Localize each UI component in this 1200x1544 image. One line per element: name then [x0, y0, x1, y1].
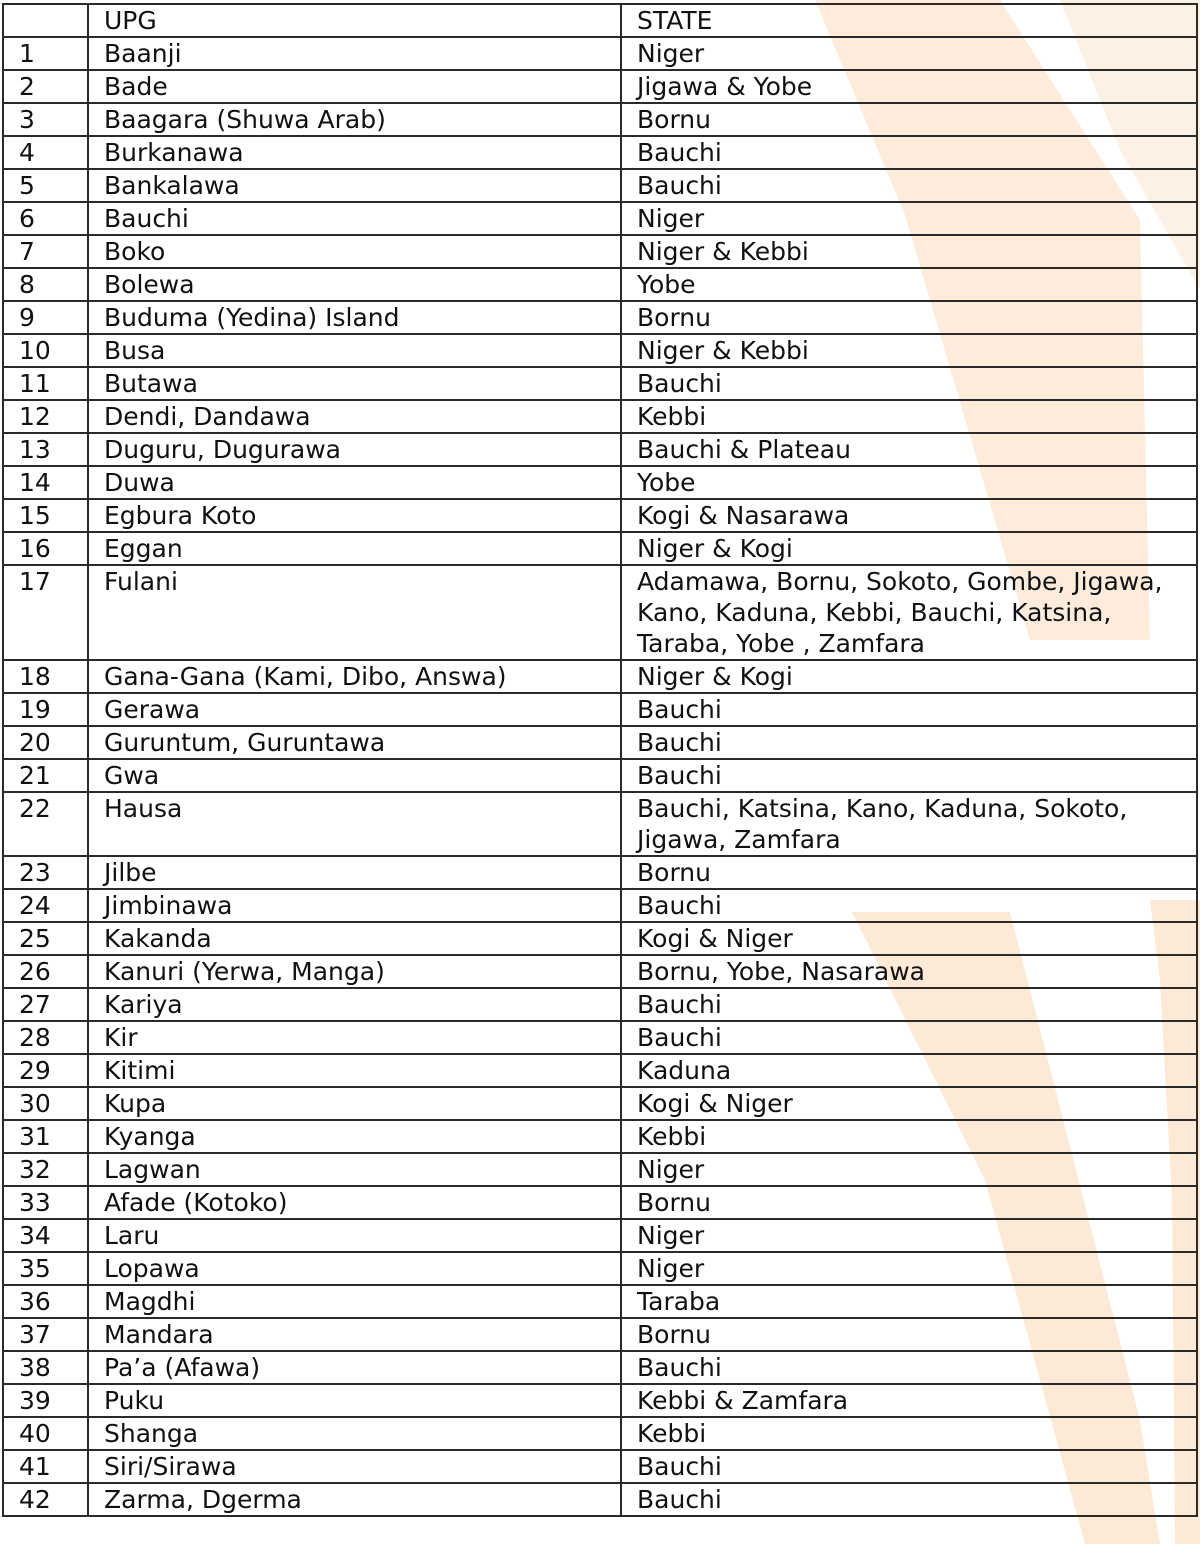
row-number-cell: 3 [3, 103, 88, 136]
upg-cell: Kupa [88, 1087, 621, 1120]
state-cell: Bauchi [621, 889, 1197, 922]
state-cell: Bornu, Yobe, Nasarawa [621, 955, 1197, 988]
row-number-cell: 8 [3, 268, 88, 301]
upg-cell: Siri/Sirawa [88, 1450, 621, 1483]
table-row [3, 334, 1197, 367]
table-row [3, 1219, 1197, 1252]
row-number-cell: 20 [3, 726, 88, 759]
state-cell: Bornu [621, 103, 1197, 136]
row-number-cell: 35 [3, 1252, 88, 1285]
row-number-cell: 29 [3, 1054, 88, 1087]
row-number-cell: 6 [3, 202, 88, 235]
upg-cell: Busa [88, 334, 621, 367]
state-cell: Niger & Kogi [621, 660, 1197, 693]
table-row [3, 1252, 1197, 1285]
upg-cell: Hausa [88, 792, 621, 856]
state-cell: Bornu [621, 856, 1197, 889]
upg-cell: Boko [88, 235, 621, 268]
table-row [3, 1417, 1197, 1450]
upg-cell: Mandara [88, 1318, 621, 1351]
row-number-cell: 32 [3, 1153, 88, 1186]
state-cell: Bornu [621, 1318, 1197, 1351]
state-cell: Bauchi [621, 367, 1197, 400]
row-number-cell: 37 [3, 1318, 88, 1351]
table-row [3, 367, 1197, 400]
state-cell: Bornu [621, 1186, 1197, 1219]
table-row [3, 1120, 1197, 1153]
row-number-cell: 25 [3, 922, 88, 955]
state-cell: Jigawa & Yobe [621, 70, 1197, 103]
state-cell: Niger [621, 37, 1197, 70]
state-cell: Yobe [621, 466, 1197, 499]
row-number-cell: 39 [3, 1384, 88, 1417]
upg-cell: Duguru, Dugurawa [88, 433, 621, 466]
state-cell: Bauchi [621, 726, 1197, 759]
state-cell: Bornu [621, 301, 1197, 334]
table-row [3, 1351, 1197, 1384]
row-number-cell: 40 [3, 1417, 88, 1450]
table-row [3, 955, 1197, 988]
table-row [3, 889, 1197, 922]
table-body [3, 37, 1197, 1516]
state-cell: Bauchi [621, 1351, 1197, 1384]
row-number-cell: 5 [3, 169, 88, 202]
table-row [3, 1483, 1197, 1516]
state-cell: Bauchi [621, 759, 1197, 792]
state-cell: Niger [621, 1153, 1197, 1186]
upg-cell: Lopawa [88, 1252, 621, 1285]
table-row [3, 268, 1197, 301]
row-number-cell: 1 [3, 37, 88, 70]
upg-cell: Pa’a (Afawa) [88, 1351, 621, 1384]
state-cell: Bauchi [621, 1483, 1197, 1516]
upg-cell: Guruntum, Guruntawa [88, 726, 621, 759]
upg-cell: Laru [88, 1219, 621, 1252]
row-number-cell: 4 [3, 136, 88, 169]
row-number-cell: 11 [3, 367, 88, 400]
row-number-cell: 17 [3, 565, 88, 660]
upg-cell: Gana-Gana (Kami, Dibo, Answa) [88, 660, 621, 693]
state-cell: Bauchi, Katsina, Kano, Kaduna, Sokoto, Jigawa, Zamfara [621, 792, 1197, 856]
state-cell: Bauchi [621, 988, 1197, 1021]
table-header-row [3, 4, 1197, 37]
row-number-cell: 36 [3, 1285, 88, 1318]
table-row [3, 792, 1197, 856]
table-row [3, 1450, 1197, 1483]
row-number-cell: 21 [3, 759, 88, 792]
header-state: STATE [621, 4, 1197, 37]
state-cell: Bauchi [621, 136, 1197, 169]
table-row [3, 532, 1197, 565]
upg-cell: Jilbe [88, 856, 621, 889]
state-cell: Kogi & Nasarawa [621, 499, 1197, 532]
upg-cell: Dendi, Dandawa [88, 400, 621, 433]
table-row [3, 726, 1197, 759]
row-number-cell: 24 [3, 889, 88, 922]
state-cell: Bauchi & Plateau [621, 433, 1197, 466]
header-number [3, 4, 88, 37]
table-row [3, 433, 1197, 466]
upg-cell: Burkanawa [88, 136, 621, 169]
state-cell: Kebbi [621, 1120, 1197, 1153]
state-cell: Niger & Kebbi [621, 235, 1197, 268]
upg-cell: Eggan [88, 532, 621, 565]
upg-cell: Baagara (Shuwa Arab) [88, 103, 621, 136]
row-number-cell: 30 [3, 1087, 88, 1120]
table-row [3, 1186, 1197, 1219]
state-cell: Kebbi [621, 1417, 1197, 1450]
row-number-cell: 27 [3, 988, 88, 1021]
upg-cell: Baanji [88, 37, 621, 70]
row-number-cell: 38 [3, 1351, 88, 1384]
row-number-cell: 22 [3, 792, 88, 856]
state-cell: Bauchi [621, 693, 1197, 726]
upg-cell: Kanuri (Yerwa, Manga) [88, 955, 621, 988]
table-row [3, 565, 1197, 660]
table-row [3, 235, 1197, 268]
table-row [3, 400, 1197, 433]
state-cell: Taraba [621, 1285, 1197, 1318]
table-row [3, 466, 1197, 499]
upg-cell: Shanga [88, 1417, 621, 1450]
table-row [3, 37, 1197, 70]
row-number-cell: 34 [3, 1219, 88, 1252]
row-number-cell: 10 [3, 334, 88, 367]
table-row [3, 301, 1197, 334]
upg-cell: Lagwan [88, 1153, 621, 1186]
table-row [3, 988, 1197, 1021]
upg-cell: Zarma, Dgerma [88, 1483, 621, 1516]
state-cell: Bauchi [621, 169, 1197, 202]
state-cell: Adamawa, Bornu, Sokoto, Gombe, Jigawa, Kano, Kaduna, Kebbi, Bauchi, Katsina, Taraba, Yobe , Zamfara [621, 565, 1197, 660]
row-number-cell: 31 [3, 1120, 88, 1153]
upg-cell: Puku [88, 1384, 621, 1417]
table-row [3, 1021, 1197, 1054]
state-cell: Bauchi [621, 1021, 1197, 1054]
state-cell: Niger & Kogi [621, 532, 1197, 565]
row-number-cell: 9 [3, 301, 88, 334]
state-cell: Niger [621, 1219, 1197, 1252]
table-row [3, 660, 1197, 693]
upg-cell: Kyanga [88, 1120, 621, 1153]
row-number-cell: 19 [3, 693, 88, 726]
upg-cell: Bauchi [88, 202, 621, 235]
upg-cell: Magdhi [88, 1285, 621, 1318]
table-row [3, 103, 1197, 136]
upg-cell: Bade [88, 70, 621, 103]
upg-cell: Egbura Koto [88, 499, 621, 532]
upg-cell: Gerawa [88, 693, 621, 726]
row-number-cell: 14 [3, 466, 88, 499]
row-number-cell: 33 [3, 1186, 88, 1219]
upg-cell: Bankalawa [88, 169, 621, 202]
upg-cell: Afade (Kotoko) [88, 1186, 621, 1219]
row-number-cell: 41 [3, 1450, 88, 1483]
header-upg: UPG [88, 4, 621, 37]
table-row [3, 1153, 1197, 1186]
row-number-cell: 12 [3, 400, 88, 433]
upg-cell: Jimbinawa [88, 889, 621, 922]
state-cell: Niger [621, 202, 1197, 235]
state-cell: Bauchi [621, 1450, 1197, 1483]
table-row [3, 1087, 1197, 1120]
upg-table [2, 3, 1198, 1517]
state-cell: Yobe [621, 268, 1197, 301]
table-row [3, 1384, 1197, 1417]
row-number-cell: 16 [3, 532, 88, 565]
upg-cell: Kir [88, 1021, 621, 1054]
state-cell: Kogi & Niger [621, 922, 1197, 955]
row-number-cell: 15 [3, 499, 88, 532]
row-number-cell: 42 [3, 1483, 88, 1516]
upg-cell: Duwa [88, 466, 621, 499]
upg-cell: Buduma (Yedina) Island [88, 301, 621, 334]
table-row [3, 169, 1197, 202]
table-row [3, 922, 1197, 955]
state-cell: Niger & Kebbi [621, 334, 1197, 367]
upg-cell: Fulani [88, 565, 621, 660]
state-cell: Kebbi & Zamfara [621, 1384, 1197, 1417]
upg-cell: Bolewa [88, 268, 621, 301]
table-row [3, 1285, 1197, 1318]
table-row [3, 70, 1197, 103]
row-number-cell: 7 [3, 235, 88, 268]
upg-cell: Kariya [88, 988, 621, 1021]
row-number-cell: 2 [3, 70, 88, 103]
row-number-cell: 13 [3, 433, 88, 466]
table-row [3, 136, 1197, 169]
state-cell: Niger [621, 1252, 1197, 1285]
row-number-cell: 18 [3, 660, 88, 693]
table-row [3, 202, 1197, 235]
upg-cell: Kakanda [88, 922, 621, 955]
row-number-cell: 23 [3, 856, 88, 889]
state-cell: Kaduna [621, 1054, 1197, 1087]
state-cell: Kebbi [621, 400, 1197, 433]
upg-cell: Gwa [88, 759, 621, 792]
upg-cell: Butawa [88, 367, 621, 400]
table-row [3, 693, 1197, 726]
table-row [3, 499, 1197, 532]
table-row [3, 856, 1197, 889]
row-number-cell: 28 [3, 1021, 88, 1054]
table-row [3, 1054, 1197, 1087]
state-cell: Kogi & Niger [621, 1087, 1197, 1120]
table-row [3, 759, 1197, 792]
row-number-cell: 26 [3, 955, 88, 988]
table-row [3, 1318, 1197, 1351]
upg-cell: Kitimi [88, 1054, 621, 1087]
